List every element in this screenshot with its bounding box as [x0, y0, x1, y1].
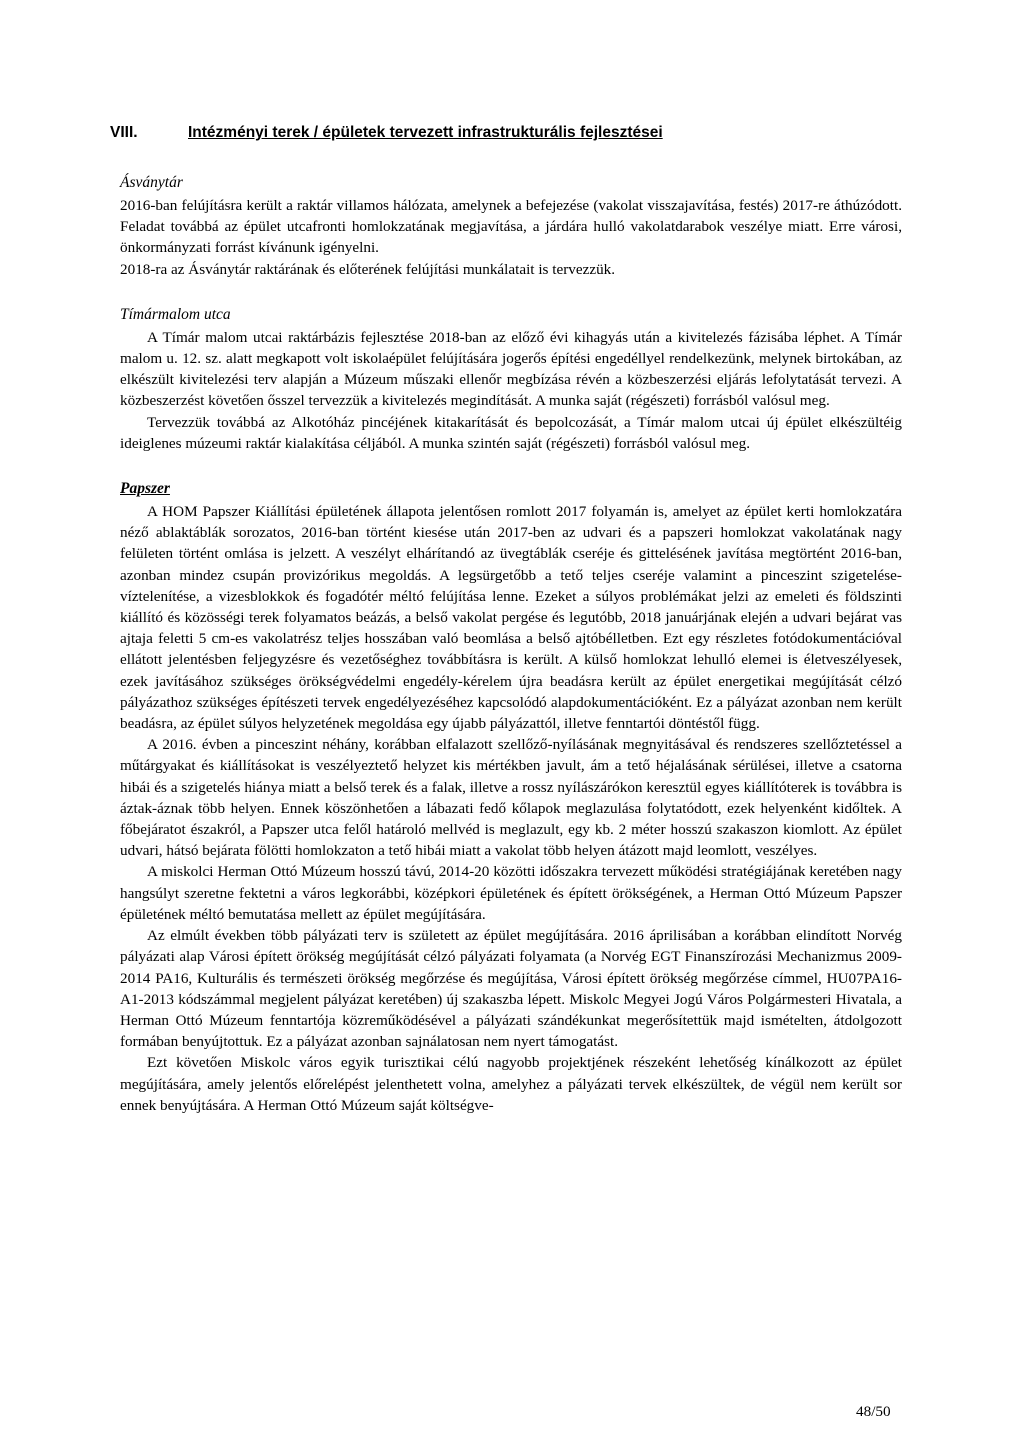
chapter-heading	[110, 124, 902, 142]
paragraph: Az elmúlt években több pályázati terv is született az épület megújítására. 2016 áprilisában a korábban elindított Norvég pályázati alap Városi épített örökség megújítását célzó pályázati folyamata (a Norvég EGT Finanszírozási Mechanizmus 2009-2014 PA16, Kulturális és természeti örökség megőrzése és megújítása, Városi épített örökség megőrzése címmel, HU07PA16-A1-2013 kódszámmal megjelent pályázat keretében) új szakaszba lépett. Miskolc Megyei Jogú Város Polgármesteri Hivatala, a Herman Ottó Múzeum fenntartója közreműködésével a pályázati szándékunkat megerősítettük majd ismételten, átdolgozott formában benyújtottuk. Ez a pályázat azonban sajnálatosan nem nyert támogatást.	[120, 927, 902, 1051]
section-title: Papszer	[120, 480, 170, 498]
paragraph: 2016-ban felújításra került a raktár villamos hálózata, amelynek a befejezése (vakolat visszajavítása, festés) 2017-re áthúzódott. Feladat továbbá az épület utcafronti homlokzatának megjavítása, a járdára hulló vakolatdarabok veszélye miatt. Erre városi, önkormányzati forrást kívánunk igényelni.	[120, 197, 902, 257]
page-number: 48/50	[856, 1403, 891, 1420]
paragraph: Ezt követően Miskolc város egyik turisztikai célú nagyobb projektjének részeként lehetőség kínálkozott az épület megújítására, amely jelentős előrelépést jelenthetett volna, amelyhez a pályázati tervek elkészültek, de végül nem került sor ennek benyújtására. A Herman Ottó Múzeum saját költségve-	[120, 1054, 902, 1114]
paragraph: A miskolci Herman Ottó Múzeum hosszú távú, 2014-20 közötti időszakra tervezett működési stratégiájának keretében nagy hangsúlyt szeretne fektetni a város legkorábbi, középkori épületének és épített örökségének, a Herman Ottó Múzeum Papszer épületének méltó bemutatása mellett az épület megújítására.	[120, 863, 902, 923]
paragraph: A Tímár malom utcai raktárbázis fejlesztése 2018-ban az előző évi kihagyás után a kivitelezés fázisába léphet. A Tímár malom u. 12. sz. alatt megkapott volt iskolaépület felújítására jogerős építési engedéllyel rendelkezünk, melynek birtokában, az elkészült kivitelezési terv alapján a Múzeum műszaki ellenőr megbízása révén a közbeszerzési eljárás lefolytatását tervezi. A közbeszerzést követően ősszel tervezzük a kivitelezés megindítását. A munka saját (régészeti) forrásból valósul meg.	[120, 328, 902, 410]
chapter-title: Intézményi terek / épületek tervezett infrastrukturális fejlesztései	[188, 124, 663, 141]
section-title: Tímármalom utca	[120, 305, 231, 323]
section-papszer	[120, 478, 902, 1116]
paragraph: A 2016. évben a pinceszint néhány, korábban elfalazott szellőző-nyílásának megnyitásával és rendszeres szellőztetéssel a műtárgyakat és kiállításokat is veszélyeztető helyzet kis mértékben javult, ám a tető héjalásának sérülései, illetve a csatorna hibái és a szigetelés hiánya miatt a belső terek és a falak, illetve a rossz nyílászárókon keresztül egyes kiállítóterek is továbbra is áztak-áznak több helyen. Ennek köszönhetően a lábazati fedő kőlapok meglazulása folytatódott, ezek helyenként kidőltek. A főbejáratot északról, a Papszer utca felől határoló mellvéd is meglazult, egy kb. 2 méter hosszú szakaszon kiomlott. Az épület udvari, hátsó bejárata fölötti homlokzaton a tető hibái miatt a vakolat több helyen átázott majd leomlott, veszélyes.	[120, 736, 902, 860]
chapter-number: VIII.	[110, 124, 138, 141]
document-page	[110, 124, 902, 1140]
paragraph: A HOM Papszer Kiállítási épületének állapota jelentősen romlott 2017 folyamán is, amelyet az épület kerti homlokzatára néző ablaktáblák sorozatos, 2016-ban történt kiesése után 2017-ben az udvari és a papszeri homlokzat vakolatának nagy felületen történt omlása is jelzett. A veszélyt elhárítandó az üvegtáblák cseréje és gittelésének javítása megtörtént 2016-ban, azonban mindez csupán provizórikus megoldás. A legsürgetőbb a tető teljes cseréje valamint a pinceszint szigetelése-víztelenítése, a vizesblokkok és fogadótér méltó felújítása lenne. Ezeket a súlyos problémákat jelzi az emeleti és földszinti kiállító és közösségi terek folyamatos beázás, a belső vakolat pergése és legutóbb, 2018 januárjának elején a udvari bejárat vas ajtaja feletti 5 cm-es vakolatrész teljes hosszában való beomlása a belső ajtóbélletben. Ezt egy részletes fotódokumentációval ellátott jelentésben feljegyzésre és vezetőséghez továbbításra is került. A külső homlokzat lehulló elemei is életveszélyesek, ezek javításához szükséges örökségvédelmi engedély-kérelem újra beadásra került az épület energetikai megújítását célzó pályázathoz szükséges építészeti tervek engedélyezéséhez kapcsolódó alapdokumentációként. Ez a pályázat azonban nem került beadásra, az épület súlyos helyzetének megoldása egy újabb pályázattól, illetve fenntartói döntéstől függ.	[120, 503, 902, 733]
section-title: Ásványtár	[120, 174, 183, 191]
paragraph: Tervezzük továbbá az Alkotóház pincéjének kitakarítását és bepolcozását, a Tímár malom utcai új épület elkészültéig ideiglenes múzeumi raktár kialakítása céljából. A munka szintén saját (régészeti) forrásból valósul meg.	[120, 413, 902, 452]
section-timarmalom	[120, 304, 902, 454]
paragraph: 2018-ra az Ásványtár raktárának és előterének felújítási munkálatait is tervezzük.	[120, 260, 616, 278]
section-asvanytar	[120, 172, 902, 280]
